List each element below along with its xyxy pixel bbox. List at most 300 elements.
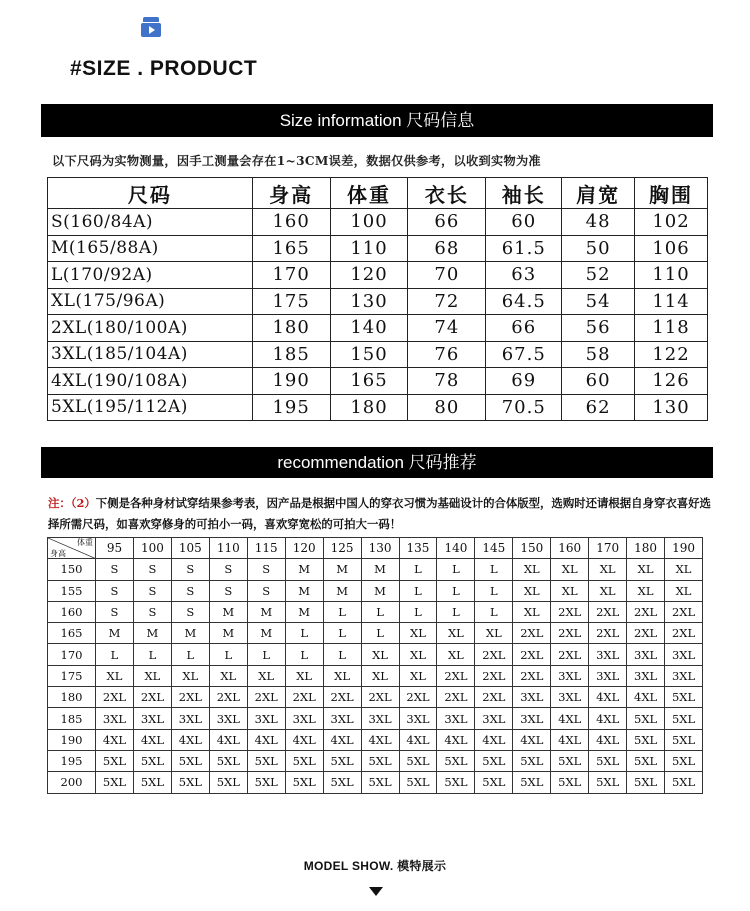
size-label-cell: XL(175/96A) bbox=[48, 288, 253, 315]
size-value-cell: 126 bbox=[635, 368, 708, 395]
weight-header-cell: 190 bbox=[665, 538, 703, 559]
recommended-size-cell: 5XL bbox=[437, 750, 475, 771]
weight-header-cell: 170 bbox=[589, 538, 627, 559]
size-value-cell: 64.5 bbox=[486, 288, 562, 315]
size-value-cell: 180 bbox=[330, 394, 408, 421]
recommended-size-cell: 3XL bbox=[475, 708, 513, 729]
recommended-size-cell: 4XL bbox=[437, 729, 475, 750]
recommended-size-cell: 5XL bbox=[475, 772, 513, 793]
recommended-size-cell: 2XL bbox=[627, 623, 665, 644]
size-table-row bbox=[48, 288, 708, 315]
size-label-cell: 2XL(180/100A) bbox=[48, 315, 253, 342]
recommended-size-cell: L bbox=[133, 644, 171, 665]
recommended-size-cell: L bbox=[475, 601, 513, 622]
recommended-size-cell: S bbox=[133, 580, 171, 601]
recommended-size-cell: 5XL bbox=[551, 750, 589, 771]
recommended-size-cell: 4XL bbox=[551, 708, 589, 729]
recommended-size-cell: 3XL bbox=[513, 687, 551, 708]
size-value-cell: 180 bbox=[252, 315, 330, 342]
recommended-size-cell: 5XL bbox=[399, 772, 437, 793]
recommended-size-cell: M bbox=[323, 580, 361, 601]
recommended-size-cell: 2XL bbox=[475, 665, 513, 686]
recommended-size-cell: 3XL bbox=[513, 708, 551, 729]
recommended-size-cell: L bbox=[247, 644, 285, 665]
recommended-size-cell: 5XL bbox=[96, 750, 134, 771]
recommended-size-cell: 5XL bbox=[323, 750, 361, 771]
recommended-size-cell: 4XL bbox=[361, 729, 399, 750]
recommended-size-cell: XL bbox=[96, 665, 134, 686]
recommended-size-cell: 5XL bbox=[323, 772, 361, 793]
recommended-size-cell: 4XL bbox=[513, 729, 551, 750]
recommended-size-cell: L bbox=[361, 601, 399, 622]
recommended-size-cell: L bbox=[285, 644, 323, 665]
size-value-cell: 48 bbox=[562, 209, 635, 236]
recommended-size-cell: 3XL bbox=[209, 708, 247, 729]
recommended-size-cell: XL bbox=[171, 665, 209, 686]
recommended-size-cell: S bbox=[247, 580, 285, 601]
size-value-cell: 100 bbox=[330, 209, 408, 236]
arrow-down-icon bbox=[369, 887, 383, 896]
height-header-cell: 165 bbox=[48, 623, 96, 644]
size-value-cell: 175 bbox=[252, 288, 330, 315]
recommended-size-cell: 4XL bbox=[589, 729, 627, 750]
height-header-cell: 175 bbox=[48, 665, 96, 686]
recommended-size-cell: L bbox=[437, 580, 475, 601]
size-label-cell: S(160/84A) bbox=[48, 209, 253, 236]
note-text: 下侧是各种身材试穿结果参考表，因产品是根据中国人的穿衣习惯为基础设计的合体版型，选购时还请根据自身穿衣喜好选择所需尺码，如喜欢穿修身的可拍小一码，喜欢穿宽松的可拍大一码！ bbox=[48, 496, 711, 531]
size-value-cell: 160 bbox=[252, 209, 330, 236]
recommended-size-cell: S bbox=[171, 601, 209, 622]
recommended-size-cell: M bbox=[171, 623, 209, 644]
recommended-size-cell: 4XL bbox=[323, 729, 361, 750]
recommended-size-cell: 3XL bbox=[589, 665, 627, 686]
recommended-size-cell: 5XL bbox=[96, 772, 134, 793]
weight-header-cell: 125 bbox=[323, 538, 361, 559]
size-value-cell: 114 bbox=[635, 288, 708, 315]
size-value-cell: 66 bbox=[486, 315, 562, 342]
recommended-size-cell: S bbox=[247, 559, 285, 580]
size-value-cell: 118 bbox=[635, 315, 708, 342]
recommended-size-cell: S bbox=[209, 580, 247, 601]
corner-cell bbox=[48, 538, 96, 559]
video-box-icon bbox=[141, 17, 161, 39]
size-value-cell: 106 bbox=[635, 235, 708, 262]
size-value-cell: 140 bbox=[330, 315, 408, 342]
recommended-size-cell: 2XL bbox=[551, 644, 589, 665]
recommended-size-cell: 5XL bbox=[665, 772, 703, 793]
recommended-size-cell: 3XL bbox=[551, 687, 589, 708]
recommended-size-cell: XL bbox=[437, 623, 475, 644]
recommended-size-cell: 3XL bbox=[361, 708, 399, 729]
recommended-size-cell: 2XL bbox=[96, 687, 134, 708]
recommended-size-cell: 4XL bbox=[209, 729, 247, 750]
recommendation-row bbox=[48, 580, 703, 601]
recommendation-row bbox=[48, 665, 703, 686]
recommended-size-cell: XL bbox=[665, 580, 703, 601]
size-value-cell: 63 bbox=[486, 262, 562, 289]
recommended-size-cell: XL bbox=[551, 580, 589, 601]
recommended-size-cell: XL bbox=[399, 623, 437, 644]
recommended-size-cell: 2XL bbox=[551, 623, 589, 644]
size-label-cell: 4XL(190/108A) bbox=[48, 368, 253, 395]
recommended-size-cell: 2XL bbox=[209, 687, 247, 708]
size-value-cell: 76 bbox=[408, 341, 486, 368]
recommended-size-cell: L bbox=[209, 644, 247, 665]
height-header-cell: 180 bbox=[48, 687, 96, 708]
recommended-size-cell: XL bbox=[627, 580, 665, 601]
recommended-size-cell: L bbox=[323, 623, 361, 644]
weight-header-cell: 110 bbox=[209, 538, 247, 559]
recommended-size-cell: 5XL bbox=[665, 708, 703, 729]
recommended-size-cell: 3XL bbox=[665, 665, 703, 686]
recommended-size-cell: XL bbox=[133, 665, 171, 686]
size-measurement-note: 以下尺码为实物测量，因手工测量会存在1~3CM误差，数据仅供参考，以收到实物为准 bbox=[52, 154, 541, 168]
recommended-size-cell: 4XL bbox=[171, 729, 209, 750]
recommended-size-cell: M bbox=[133, 623, 171, 644]
recommendation-row bbox=[48, 559, 703, 580]
recommended-size-cell: XL bbox=[209, 665, 247, 686]
recommended-size-cell: XL bbox=[513, 580, 551, 601]
recommended-size-cell: 4XL bbox=[247, 729, 285, 750]
recommended-size-cell: XL bbox=[665, 559, 703, 580]
recommended-size-cell: 2XL bbox=[589, 623, 627, 644]
recommended-size-cell: M bbox=[247, 601, 285, 622]
recommended-size-cell: 3XL bbox=[551, 665, 589, 686]
size-value-cell: 195 bbox=[252, 394, 330, 421]
size-label-cell: 5XL(195/112A) bbox=[48, 394, 253, 421]
recommended-size-cell: XL bbox=[551, 559, 589, 580]
size-value-cell: 68 bbox=[408, 235, 486, 262]
recommended-size-cell: L bbox=[437, 559, 475, 580]
recommended-size-cell: 5XL bbox=[665, 687, 703, 708]
weight-header-cell: 95 bbox=[96, 538, 134, 559]
recommended-size-cell: 4XL bbox=[551, 729, 589, 750]
height-header-cell: 200 bbox=[48, 772, 96, 793]
height-header-cell: 155 bbox=[48, 580, 96, 601]
size-value-cell: 70.5 bbox=[486, 394, 562, 421]
size-table-header: 袖长 bbox=[486, 178, 562, 209]
weight-header-cell: 180 bbox=[627, 538, 665, 559]
weight-header-cell: 115 bbox=[247, 538, 285, 559]
recommendation-row bbox=[48, 623, 703, 644]
size-value-cell: 56 bbox=[562, 315, 635, 342]
model-show-heading: MODEL SHOW. 模特展示 bbox=[303, 859, 447, 873]
size-value-cell: 54 bbox=[562, 288, 635, 315]
size-info-banner: Size information 尺码信息 bbox=[41, 104, 713, 137]
height-header-cell: 170 bbox=[48, 644, 96, 665]
size-value-cell: 110 bbox=[330, 235, 408, 262]
recommended-size-cell: XL bbox=[475, 623, 513, 644]
size-value-cell: 66 bbox=[408, 209, 486, 236]
size-label-cell: M(165/88A) bbox=[48, 235, 253, 262]
recommended-size-cell: 4XL bbox=[285, 729, 323, 750]
recommended-size-cell: L bbox=[285, 623, 323, 644]
recommended-size-cell: 2XL bbox=[627, 601, 665, 622]
recommended-size-cell: 2XL bbox=[513, 644, 551, 665]
size-table-row bbox=[48, 394, 708, 421]
recommended-size-cell: XL bbox=[323, 665, 361, 686]
recommended-size-cell: 2XL bbox=[475, 644, 513, 665]
recommended-size-cell: 3XL bbox=[627, 644, 665, 665]
size-value-cell: 60 bbox=[486, 209, 562, 236]
size-label-cell: 3XL(185/104A) bbox=[48, 341, 253, 368]
recommended-size-cell: L bbox=[399, 559, 437, 580]
weight-header-cell: 105 bbox=[171, 538, 209, 559]
weight-header-cell: 160 bbox=[551, 538, 589, 559]
recommended-size-cell: 3XL bbox=[171, 708, 209, 729]
recommended-size-cell: M bbox=[361, 580, 399, 601]
recommendation-row bbox=[48, 708, 703, 729]
recommended-size-cell: M bbox=[361, 559, 399, 580]
size-value-cell: 69 bbox=[486, 368, 562, 395]
recommended-size-cell: 3XL bbox=[399, 708, 437, 729]
size-table-header-row bbox=[48, 178, 708, 209]
recommended-size-cell: 3XL bbox=[627, 665, 665, 686]
recommended-size-cell: XL bbox=[437, 644, 475, 665]
recommended-size-cell: 2XL bbox=[171, 687, 209, 708]
recommended-size-cell: 5XL bbox=[627, 772, 665, 793]
recommended-size-cell: 5XL bbox=[171, 772, 209, 793]
size-value-cell: 110 bbox=[635, 262, 708, 289]
recommended-size-cell: 5XL bbox=[665, 729, 703, 750]
height-header-cell: 185 bbox=[48, 708, 96, 729]
size-value-cell: 122 bbox=[635, 341, 708, 368]
recommended-size-cell: S bbox=[209, 559, 247, 580]
recommended-size-cell: 5XL bbox=[513, 772, 551, 793]
recommendation-table bbox=[47, 537, 703, 794]
recommended-size-cell: S bbox=[171, 580, 209, 601]
recommended-size-cell: 5XL bbox=[285, 750, 323, 771]
recommended-size-cell: S bbox=[133, 601, 171, 622]
recommended-size-cell: 4XL bbox=[589, 708, 627, 729]
recommended-size-cell: 4XL bbox=[475, 729, 513, 750]
recommended-size-cell: XL bbox=[627, 559, 665, 580]
recommended-size-cell: L bbox=[96, 644, 134, 665]
recommended-size-cell: 5XL bbox=[399, 750, 437, 771]
size-value-cell: 70 bbox=[408, 262, 486, 289]
size-value-cell: 74 bbox=[408, 315, 486, 342]
recommended-size-cell: 5XL bbox=[285, 772, 323, 793]
size-table-row bbox=[48, 209, 708, 236]
recommended-size-cell: 5XL bbox=[665, 750, 703, 771]
recommended-size-cell: S bbox=[133, 559, 171, 580]
size-value-cell: 190 bbox=[252, 368, 330, 395]
recommended-size-cell: 5XL bbox=[361, 772, 399, 793]
recommendation-row bbox=[48, 601, 703, 622]
recommended-size-cell: 5XL bbox=[361, 750, 399, 771]
size-value-cell: 170 bbox=[252, 262, 330, 289]
recommendation-row bbox=[48, 687, 703, 708]
size-value-cell: 72 bbox=[408, 288, 486, 315]
size-value-cell: 165 bbox=[330, 368, 408, 395]
recommended-size-cell: M bbox=[247, 623, 285, 644]
size-value-cell: 165 bbox=[252, 235, 330, 262]
recommended-size-cell: 3XL bbox=[247, 708, 285, 729]
recommendation-header-row bbox=[48, 538, 703, 559]
recommended-size-cell: 2XL bbox=[665, 601, 703, 622]
size-value-cell: 62 bbox=[562, 394, 635, 421]
recommended-size-cell: L bbox=[323, 601, 361, 622]
size-table-row bbox=[48, 315, 708, 342]
recommended-size-cell: 3XL bbox=[589, 644, 627, 665]
weight-header-cell: 120 bbox=[285, 538, 323, 559]
recommended-size-cell: 3XL bbox=[285, 708, 323, 729]
recommended-size-cell: 2XL bbox=[399, 687, 437, 708]
recommended-size-cell: 5XL bbox=[627, 729, 665, 750]
recommended-size-cell: 3XL bbox=[665, 644, 703, 665]
recommended-size-cell: M bbox=[285, 580, 323, 601]
recommended-size-cell: 5XL bbox=[589, 772, 627, 793]
recommended-size-cell: 2XL bbox=[361, 687, 399, 708]
size-value-cell: 60 bbox=[562, 368, 635, 395]
recommended-size-cell: S bbox=[96, 601, 134, 622]
size-table bbox=[47, 177, 708, 421]
recommendation-note bbox=[48, 493, 713, 535]
recommended-size-cell: L bbox=[171, 644, 209, 665]
recommended-size-cell: 2XL bbox=[133, 687, 171, 708]
recommended-size-cell: S bbox=[96, 559, 134, 580]
corner-height-label: 身高 bbox=[50, 549, 66, 559]
size-table-row bbox=[48, 262, 708, 289]
recommended-size-cell: 4XL bbox=[399, 729, 437, 750]
recommended-size-cell: 2XL bbox=[665, 623, 703, 644]
recommended-size-cell: 5XL bbox=[171, 750, 209, 771]
recommended-size-cell: 5XL bbox=[513, 750, 551, 771]
weight-header-cell: 100 bbox=[133, 538, 171, 559]
height-header-cell: 195 bbox=[48, 750, 96, 771]
recommended-size-cell: 4XL bbox=[589, 687, 627, 708]
recommended-size-cell: 2XL bbox=[513, 623, 551, 644]
recommended-size-cell: 2XL bbox=[551, 601, 589, 622]
height-header-cell: 150 bbox=[48, 559, 96, 580]
size-table-header: 体重 bbox=[330, 178, 408, 209]
recommended-size-cell: 5XL bbox=[209, 772, 247, 793]
size-value-cell: 130 bbox=[330, 288, 408, 315]
size-table-header: 身高 bbox=[252, 178, 330, 209]
size-value-cell: 102 bbox=[635, 209, 708, 236]
size-value-cell: 52 bbox=[562, 262, 635, 289]
size-value-cell: 120 bbox=[330, 262, 408, 289]
recommended-size-cell: 5XL bbox=[133, 772, 171, 793]
size-table-header: 胸围 bbox=[635, 178, 708, 209]
size-value-cell: 50 bbox=[562, 235, 635, 262]
recommended-size-cell: XL bbox=[513, 601, 551, 622]
recommended-size-cell: 5XL bbox=[627, 708, 665, 729]
recommended-size-cell: M bbox=[96, 623, 134, 644]
weight-header-cell: 140 bbox=[437, 538, 475, 559]
size-table-header: 肩宽 bbox=[562, 178, 635, 209]
size-value-cell: 67.5 bbox=[486, 341, 562, 368]
size-table-row bbox=[48, 341, 708, 368]
recommended-size-cell: 5XL bbox=[589, 750, 627, 771]
recommended-size-cell: L bbox=[399, 580, 437, 601]
height-header-cell: 160 bbox=[48, 601, 96, 622]
weight-header-cell: 145 bbox=[475, 538, 513, 559]
recommended-size-cell: S bbox=[171, 559, 209, 580]
recommended-size-cell: 2XL bbox=[475, 687, 513, 708]
recommended-size-cell: L bbox=[475, 580, 513, 601]
size-value-cell: 58 bbox=[562, 341, 635, 368]
height-header-cell: 190 bbox=[48, 729, 96, 750]
recommended-size-cell: M bbox=[209, 623, 247, 644]
recommended-size-cell: 4XL bbox=[133, 729, 171, 750]
size-value-cell: 80 bbox=[408, 394, 486, 421]
recommended-size-cell: M bbox=[209, 601, 247, 622]
recommended-size-cell: L bbox=[323, 644, 361, 665]
recommended-size-cell: M bbox=[285, 601, 323, 622]
recommended-size-cell: XL bbox=[361, 665, 399, 686]
recommended-size-cell: 3XL bbox=[437, 708, 475, 729]
size-value-cell: 150 bbox=[330, 341, 408, 368]
recommended-size-cell: 3XL bbox=[96, 708, 134, 729]
recommended-size-cell: L bbox=[437, 601, 475, 622]
recommendation-row bbox=[48, 772, 703, 793]
recommended-size-cell: L bbox=[475, 559, 513, 580]
size-value-cell: 130 bbox=[635, 394, 708, 421]
size-table-row bbox=[48, 368, 708, 395]
recommended-size-cell: XL bbox=[513, 559, 551, 580]
recommended-size-cell: XL bbox=[589, 559, 627, 580]
size-value-cell: 78 bbox=[408, 368, 486, 395]
recommended-size-cell: 4XL bbox=[96, 729, 134, 750]
recommendation-banner: recommendation 尺码推荐 bbox=[41, 447, 713, 478]
recommended-size-cell: 2XL bbox=[285, 687, 323, 708]
size-table-header: 衣长 bbox=[408, 178, 486, 209]
recommended-size-cell: 5XL bbox=[551, 772, 589, 793]
recommended-size-cell: 2XL bbox=[589, 601, 627, 622]
recommended-size-cell: 5XL bbox=[247, 750, 285, 771]
section-title: #SIZE . PRODUCT bbox=[70, 57, 258, 80]
size-table-header: 尺码 bbox=[48, 178, 253, 209]
weight-header-cell: 135 bbox=[399, 538, 437, 559]
size-label-cell: L(170/92A) bbox=[48, 262, 253, 289]
recommendation-row bbox=[48, 750, 703, 771]
recommended-size-cell: S bbox=[96, 580, 134, 601]
recommended-size-cell: L bbox=[399, 601, 437, 622]
note-prefix: 注：（2） bbox=[48, 496, 96, 510]
recommended-size-cell: 2XL bbox=[323, 687, 361, 708]
recommended-size-cell: 5XL bbox=[475, 750, 513, 771]
recommendation-row bbox=[48, 644, 703, 665]
size-value-cell: 185 bbox=[252, 341, 330, 368]
recommended-size-cell: 5XL bbox=[133, 750, 171, 771]
recommended-size-cell: 5XL bbox=[627, 750, 665, 771]
recommended-size-cell: XL bbox=[399, 644, 437, 665]
recommended-size-cell: 2XL bbox=[247, 687, 285, 708]
recommendation-row bbox=[48, 729, 703, 750]
recommended-size-cell: 5XL bbox=[209, 750, 247, 771]
corner-weight-label: 体重 bbox=[77, 538, 93, 547]
recommended-size-cell: XL bbox=[399, 665, 437, 686]
recommended-size-cell: 4XL bbox=[627, 687, 665, 708]
weight-header-cell: 150 bbox=[513, 538, 551, 559]
size-table-row bbox=[48, 235, 708, 262]
recommended-size-cell: L bbox=[361, 623, 399, 644]
recommended-size-cell: 5XL bbox=[437, 772, 475, 793]
recommended-size-cell: XL bbox=[361, 644, 399, 665]
recommended-size-cell: XL bbox=[589, 580, 627, 601]
recommended-size-cell: 3XL bbox=[323, 708, 361, 729]
recommended-size-cell: 2XL bbox=[513, 665, 551, 686]
recommended-size-cell: 5XL bbox=[247, 772, 285, 793]
recommended-size-cell: 2XL bbox=[437, 665, 475, 686]
recommended-size-cell: XL bbox=[247, 665, 285, 686]
recommended-size-cell: M bbox=[323, 559, 361, 580]
recommended-size-cell: 3XL bbox=[133, 708, 171, 729]
size-value-cell: 61.5 bbox=[486, 235, 562, 262]
weight-header-cell: 130 bbox=[361, 538, 399, 559]
recommended-size-cell: M bbox=[285, 559, 323, 580]
